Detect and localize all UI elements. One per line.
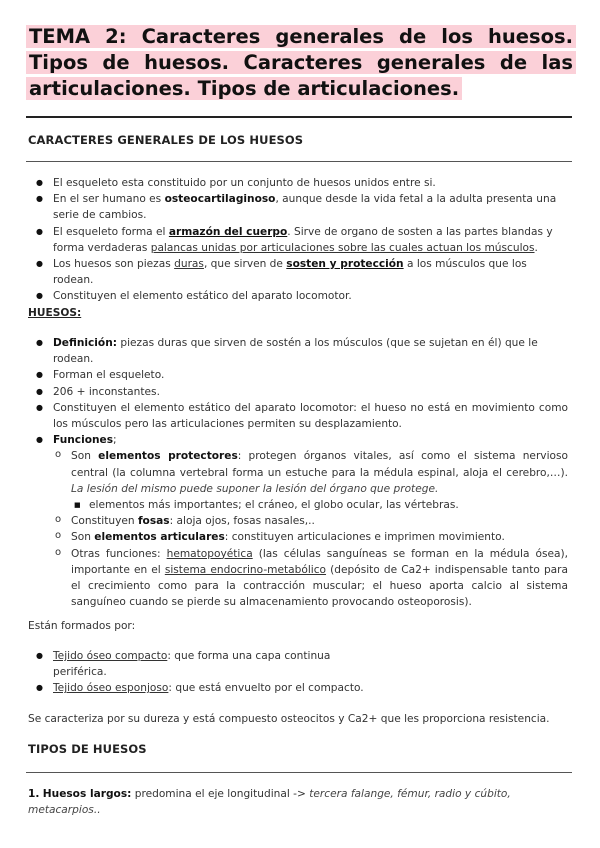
section-divider (26, 161, 572, 162)
list-item: o Son elementos protectores: protegen órganos vitales, así como el sistema nervioso central (la columna vertebral forma un estuche para la médula espinal, aloja el cerebro,…). La lesión del mismo puede suponer la lesión del órgano que protege. ■ elementos más importantes; el cráneo, el globo ocular, las vértebras. (53, 448, 568, 513)
list-item: ● Constituyen el elemento estático del aparato locomotor. (36, 288, 568, 304)
list-item: ● Definición: piezas duras que sirven de sostén a los músculos (que se sujetan en él) que le rodean. (36, 335, 568, 367)
huesos-list (36, 335, 568, 610)
list-item: o Otras funciones: hematopoyética (las células sanguíneas se forman en la médula ósea), importante en el sistema endocrino-metabólico (depósito de Ca2+ indispensable tanto para el crecimiento como para la contracción muscular; el hueso aporta calcio al sistema sanguíneo cuando se pierde su almacenamiento provocando osteoporosis). (53, 546, 568, 611)
tipos-item-1: 1. Huesos largos: predomina el eje longitudinal -> tercera falange, fémur, radio y cúbito, metacarpios.. (28, 788, 511, 816)
list-item: ■ elementos más importantes; el cráneo, el globo ocular, las vértebras. (71, 497, 568, 513)
list-item: ● El esqueleto esta constituido por un conjunto de huesos unidos entre si. (36, 175, 568, 191)
title-highlight: TEMA 2: Caracteres generales de los huesos. Tipos de huesos. Caracteres generales de las articulaciones. Tipos de articulaciones. (26, 25, 576, 100)
sub-list (71, 497, 568, 513)
list-item: ● 206 + inconstantes. (36, 384, 568, 400)
tejido-list (36, 648, 568, 697)
list-item: o Constituyen fosas: aloja ojos, fosas nasales,.. (53, 513, 568, 529)
formados-intro: Están formados por: (28, 620, 136, 632)
section-heading-caracteres: CARACTERES GENERALES DE LOS HUESOS (28, 133, 304, 147)
list-item: ● Tejido óseo compacto: que forma una capa continua periférica. (36, 648, 568, 680)
huesos-label: HUESOS: (28, 307, 82, 319)
section-heading-tipos: TIPOS DE HUESOS (28, 742, 147, 756)
section-divider (26, 772, 572, 773)
caracteriza-text: Se caracteriza por su dureza y está compuesto osteocitos y Ca2+ que les proporciona resistencia. (28, 713, 550, 725)
funciones-list (53, 448, 568, 610)
list-item: o Son elementos articulares: constituyen articulaciones e imprimen movimiento. (53, 529, 568, 545)
list-item: ● Forman el esqueleto. (36, 367, 568, 383)
title-divider (26, 116, 572, 118)
caracteres-list (36, 175, 568, 305)
list-item: ● Funciones; o Son elementos protectores: protegen órganos vitales, así como el sistema nervioso central (la columna vertebral forma un estuche para la médula espinal, aloja el cerebro,…). La lesión del mismo puede suponer la lesión del órgano que protege. ■ elementos más importantes; el cráneo, el globo ocular, las vértebras. o Constituyen fosas: aloja ojos, fosas nasales,.. o Son elementos articulares: constituyen articulaciones e imprimen movimiento. o Otras funciones: hematopoyética (las células sanguíneas se forman en la médula ósea), importante en el sistema endocrino-metabólico (depósito de Ca2+ indispensable tanto para el crecimiento como para la contracción muscular; el hueso aporta calcio al sistema sanguíneo cuando se pierde su almacenamiento provocando osteoporosis). (36, 432, 568, 610)
page-title (26, 24, 576, 102)
list-item: ● Constituyen el elemento estático del aparato locomotor: el hueso no está en movimiento como los músculos pero las articulaciones permiten su desplazamiento. (36, 400, 568, 432)
list-item: ● En el ser humano es osteocartilaginoso, aunque desde la vida fetal a la adulta presenta una serie de cambios. (36, 191, 568, 223)
list-item: ● Tejido óseo esponjoso: que está envuelto por el compacto. (36, 680, 568, 696)
list-item: ● El esqueleto forma el armazón del cuerpo. Sirve de organo de sosten a las partes blandas y forma verdaderas palancas unidas por articulaciones sobre las cuales actuan los músculos. (36, 224, 568, 256)
list-item: ● Los huesos son piezas duras, que sirven de sosten y protección a los músculos que los rodean. (36, 256, 568, 288)
